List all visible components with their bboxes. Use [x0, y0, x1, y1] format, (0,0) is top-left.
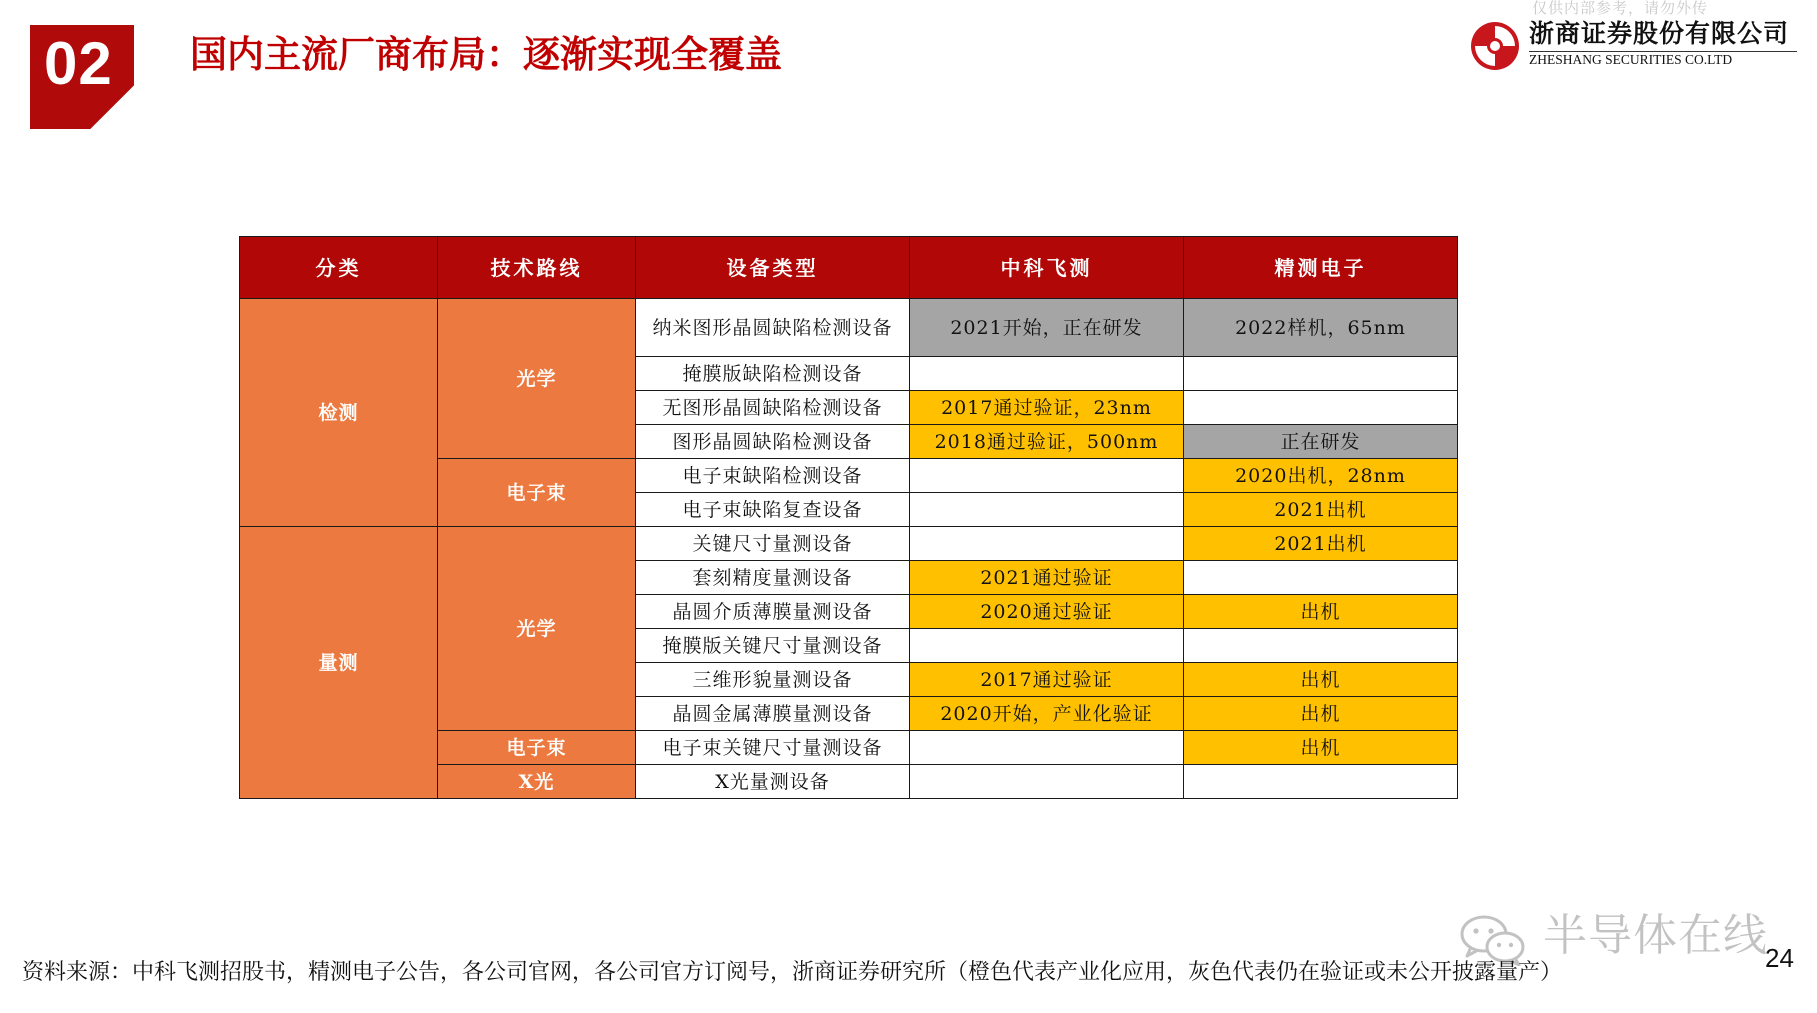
device-cell: 掩膜版缺陷检测设备: [636, 357, 910, 391]
device-cell: 电子束关键尺寸量测设备: [636, 731, 910, 765]
header-jcdz: 精测电子: [1184, 237, 1458, 299]
header-zkfc: 中科飞测: [910, 237, 1184, 299]
route-detection-optical: 光学: [438, 299, 636, 459]
device-cell: 纳米图形晶圆缺陷检测设备: [636, 299, 910, 357]
device-cell: 电子束缺陷复查设备: [636, 493, 910, 527]
jcdz-cell: 2021出机: [1184, 527, 1458, 561]
zheshang-logo-icon: [1469, 20, 1521, 72]
jcdz-cell: [1184, 561, 1458, 595]
brand-name-cn: 浙商证券股份有限公司: [1529, 19, 1790, 48]
brand-name-en: ZHESHANG SECURITIES CO.LTD: [1529, 52, 1733, 67]
zkfc-cell: 2021通过验证: [910, 561, 1184, 595]
route-measurement-optical: 光学: [438, 527, 636, 731]
source-note: 资料来源：中科飞测招股书，精测电子公告，各公司官网，各公司官方订阅号，浙商证券研究所（橙色代表产业化应用，灰色代表仍在验证或未公开披露量产）: [22, 960, 1563, 985]
device-cell: X光量测设备: [636, 765, 910, 799]
brand-logo: [1469, 18, 1799, 74]
jcdz-cell: 正在研发: [1184, 425, 1458, 459]
jcdz-cell: 出机: [1184, 663, 1458, 697]
jcdz-cell: [1184, 357, 1458, 391]
device-cell: 图形晶圆缺陷检测设备: [636, 425, 910, 459]
vendor-layout-table: [239, 236, 1458, 799]
jcdz-cell: 2022样机，65nm: [1184, 299, 1458, 357]
jcdz-cell: 出机: [1184, 731, 1458, 765]
wechat-account-name: 半导体在线: [1543, 910, 1768, 961]
device-cell: 关键尺寸量测设备: [636, 527, 910, 561]
header-category: 分类: [240, 237, 438, 299]
device-cell: 掩膜版关键尺寸量测设备: [636, 629, 910, 663]
jcdz-cell: 2020出机，28nm: [1184, 459, 1458, 493]
zkfc-cell: [910, 459, 1184, 493]
jcdz-cell: [1184, 391, 1458, 425]
wechat-watermark: [1459, 906, 1769, 966]
page-number: 24: [1765, 943, 1794, 973]
route-measurement-xray: X光: [438, 765, 636, 799]
confidential-watermark: 仅供内部参考，请勿外传: [1532, 0, 1709, 17]
zkfc-cell: 2020开始，产业化验证: [910, 697, 1184, 731]
category-measurement: 量测: [240, 527, 438, 799]
zkfc-cell: 2017通过验证，23nm: [910, 391, 1184, 425]
jcdz-cell: 出机: [1184, 595, 1458, 629]
page-title: 国内主流厂商布局：逐渐实现全覆盖: [190, 33, 782, 76]
zkfc-cell: [910, 765, 1184, 799]
device-cell: 无图形晶圆缺陷检测设备: [636, 391, 910, 425]
table-header-row: [240, 237, 1458, 299]
header-device-type: 设备类型: [636, 237, 910, 299]
jcdz-cell: 出机: [1184, 697, 1458, 731]
jcdz-cell: 2021出机: [1184, 493, 1458, 527]
zkfc-cell: 2017通过验证: [910, 663, 1184, 697]
zkfc-cell: 2021开始，正在研发: [910, 299, 1184, 357]
header-tech-route: 技术路线: [438, 237, 636, 299]
table-row: [240, 299, 1458, 357]
table-row: [240, 527, 1458, 561]
zkfc-cell: [910, 629, 1184, 663]
category-detection: 检测: [240, 299, 438, 527]
zkfc-cell: [910, 527, 1184, 561]
zkfc-cell: [910, 731, 1184, 765]
device-cell: 三维形貌量测设备: [636, 663, 910, 697]
route-detection-ebeam: 电子束: [438, 459, 636, 527]
device-cell: 套刻精度量测设备: [636, 561, 910, 595]
section-number: 02: [44, 30, 113, 97]
device-cell: 晶圆金属薄膜量测设备: [636, 697, 910, 731]
zkfc-cell: 2018通过验证，500nm: [910, 425, 1184, 459]
device-cell: 电子束缺陷检测设备: [636, 459, 910, 493]
zkfc-cell: [910, 357, 1184, 391]
zkfc-cell: 2020通过验证: [910, 595, 1184, 629]
route-measurement-ebeam: 电子束: [438, 731, 636, 765]
zkfc-cell: [910, 493, 1184, 527]
jcdz-cell: [1184, 629, 1458, 663]
jcdz-cell: [1184, 765, 1458, 799]
device-cell: 晶圆介质薄膜量测设备: [636, 595, 910, 629]
